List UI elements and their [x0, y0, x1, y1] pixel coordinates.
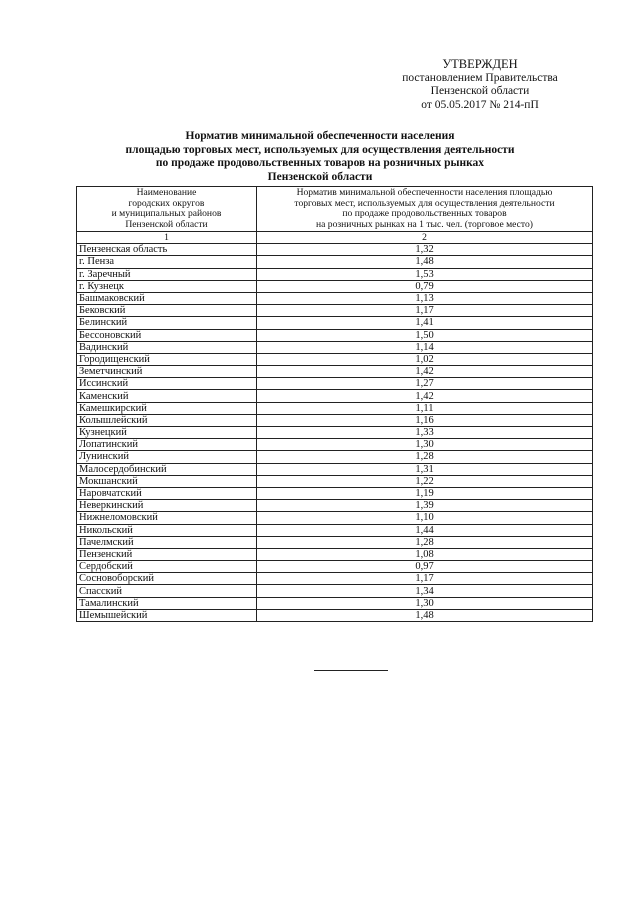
territory-name: Белинский: [77, 317, 257, 329]
territory-name: Никольский: [77, 524, 257, 536]
norm-value: 1,50: [257, 329, 593, 341]
territory-name: Колышлейский: [77, 414, 257, 426]
title-line-2: площадью торговых мест, используемых для осуществления деятельности: [125, 143, 515, 156]
table-row: [77, 414, 593, 426]
table-row: [77, 244, 593, 256]
territory-name: Бековский: [77, 305, 257, 317]
table-row: [77, 487, 593, 499]
norm-value: 1,44: [257, 524, 593, 536]
table-row: [77, 402, 593, 414]
territory-name: Нижнеломовский: [77, 512, 257, 524]
norm-value: 1,22: [257, 475, 593, 487]
table-row: [77, 317, 593, 329]
title-line-3: по продаже продовольственных товаров на розничных рынках: [155, 157, 485, 169]
norm-value: 1,41: [257, 317, 593, 329]
territory-name: Каменский: [77, 390, 257, 402]
header-territory: Наименование городских округов и муниципальных районов Пензенской области: [77, 187, 257, 232]
table-row: [77, 292, 593, 304]
table-row: [77, 609, 593, 621]
territory-name: г. Кузнецк: [77, 280, 257, 292]
territory-name: Мокшанский: [77, 475, 257, 487]
norm-value: 1,16: [257, 414, 593, 426]
norm-value: 1,02: [257, 353, 593, 365]
norm-value: 1,17: [257, 305, 593, 317]
territory-name: Наровчатский: [77, 487, 257, 499]
approval-stamp: УТВЕРЖДЕН: [442, 57, 518, 71]
table-row: [77, 463, 593, 475]
territory-name: г. Заречный: [77, 268, 257, 280]
norm-value: 1,39: [257, 500, 593, 512]
norm-value: 1,10: [257, 512, 593, 524]
norm-value: 1,27: [257, 378, 593, 390]
territory-name: Пензенская область: [77, 244, 257, 256]
territory-name: Кузнецкий: [77, 427, 257, 439]
table-row: [77, 585, 593, 597]
approval-block: [380, 58, 580, 112]
norm-table: [76, 186, 593, 622]
norm-value: 1,48: [257, 609, 593, 621]
norm-value: 1,14: [257, 341, 593, 353]
table-row: [77, 512, 593, 524]
norm-value: 1,33: [257, 427, 593, 439]
norm-value: 1,19: [257, 487, 593, 499]
table-row: [77, 268, 593, 280]
column-index-2: 2: [257, 232, 593, 244]
norm-value: 1,31: [257, 463, 593, 475]
table-row: [77, 597, 593, 609]
norm-value: 1,11: [257, 402, 593, 414]
title-line-4: Пензенской области: [267, 170, 373, 183]
territory-name: Тамалинский: [77, 597, 257, 609]
territory-name: Иссинский: [77, 378, 257, 390]
norm-value: 0,97: [257, 561, 593, 573]
norm-value: 1,30: [257, 439, 593, 451]
territory-name: Шемышейский: [77, 609, 257, 621]
norm-value: 1,34: [257, 585, 593, 597]
norm-value: 1,30: [257, 597, 593, 609]
table-row: [77, 439, 593, 451]
norm-value: 1,13: [257, 292, 593, 304]
norm-value: 1,42: [257, 390, 593, 402]
table-row: [77, 256, 593, 268]
table-row: [77, 548, 593, 560]
table-row: [77, 451, 593, 463]
table-row: [77, 341, 593, 353]
territory-name: г. Пенза: [77, 256, 257, 268]
closing-line: [314, 670, 388, 671]
approval-date-number: от 05.05.2017 № 214-пП: [421, 98, 539, 111]
table-row: [77, 561, 593, 573]
territory-name: Лунинский: [77, 451, 257, 463]
table-row: [77, 353, 593, 365]
territory-name: Бессоновский: [77, 329, 257, 341]
territory-name: Спасский: [77, 585, 257, 597]
table-row: [77, 378, 593, 390]
table-row: [77, 573, 593, 585]
column-index-1: 1: [77, 232, 257, 244]
territory-name: Башмаковский: [77, 292, 257, 304]
territory-name: Сердобский: [77, 561, 257, 573]
table-row: [77, 427, 593, 439]
table-row: [77, 536, 593, 548]
norm-value: 0,79: [257, 280, 593, 292]
table-row: [77, 280, 593, 292]
norm-value: 1,28: [257, 451, 593, 463]
norm-value: 1,48: [257, 256, 593, 268]
norm-value: 1,08: [257, 548, 593, 560]
table-row: [77, 500, 593, 512]
table-row: [77, 524, 593, 536]
territory-name: Неверкинский: [77, 500, 257, 512]
table-row: [77, 305, 593, 317]
approval-decree: постановлением Правительства: [402, 71, 558, 84]
approval-region: Пензенской области: [430, 85, 530, 97]
territory-name: Вадинский: [77, 341, 257, 353]
document-title: [70, 130, 570, 184]
territory-name: Камешкирский: [77, 402, 257, 414]
territory-name: Земетчинский: [77, 366, 257, 378]
norm-value: 1,28: [257, 536, 593, 548]
territory-name: Пензенский: [77, 548, 257, 560]
territory-name: Сосновоборский: [77, 573, 257, 585]
title-line-1: Норматив минимальной обеспеченности населения: [185, 130, 455, 142]
norm-value: 1,42: [257, 366, 593, 378]
table-row: [77, 475, 593, 487]
norm-value: 1,53: [257, 268, 593, 280]
territory-name: Пачелмский: [77, 536, 257, 548]
table-row: [77, 329, 593, 341]
territory-name: Лопатинский: [77, 439, 257, 451]
territory-name: Малосердобинский: [77, 463, 257, 475]
territory-name: Городищенский: [77, 353, 257, 365]
column-index-row: [77, 232, 593, 244]
header-norm: Норматив минимальной обеспеченности населения площадью торговых мест, используемых для осуществления деятельности по продаже продовольственных товаров на розничных рынках на 1 тыс. чел. (торговое место): [257, 187, 593, 232]
norm-value: 1,17: [257, 573, 593, 585]
table-row: [77, 366, 593, 378]
table-header-row: [77, 187, 593, 232]
norm-value: 1,32: [257, 244, 593, 256]
table-row: [77, 390, 593, 402]
